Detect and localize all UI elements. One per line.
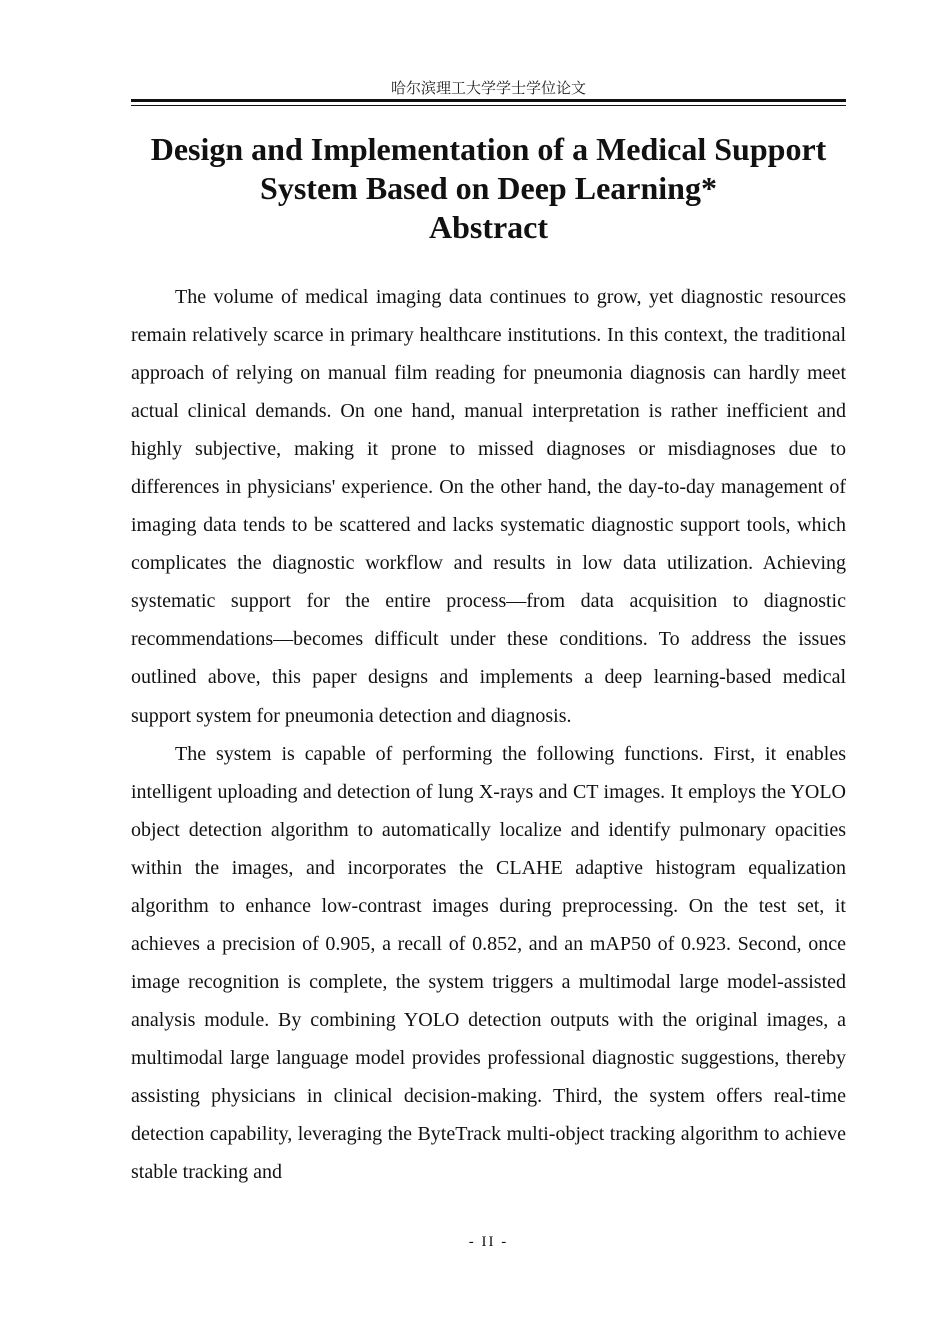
- paper-title-line-1: Design and Implementation of a Medical Support: [150, 131, 827, 167]
- abstract-paragraph-1: The volume of medical imaging data continues to grow, yet diagnostic resources remain relatively scarce in primary healthcare institutions. In this context, the traditional approach of relying on manual film reading for pneumonia diagnosis can hardly meet actual clinical demands. On one hand, manual interpretation is rather inefficient and highly subjective, making it prone to missed diagnoses or misdiagnoses due to differences in physicians' experience. On the other hand, the day-to-day management of imaging data tends to be scattered and lacks systematic diagnostic support tools, which complicates the diagnostic workflow and results in low data utilization. Achieving systematic support for the entire process—from data acquisition to diagnostic recommendations—becomes difficult under these conditions. To address the issues outlined above, this paper designs and implements a deep learning-based medical support system for pneumonia detection and diagnosis.: [131, 286, 846, 727]
- abstract-paragraph-2: The system is capable of performing the following functions. First, it enables intelligent uploading and detection of lung X-rays and CT images. It employs the YOLO object detection algorithm to automatically localize and identify pulmonary opacities within the images, and incorporates the CLAHE adaptive histogram equalization algorithm to enhance low-contrast images during preprocessing. On the test set, it achieves a precision of 0.905, a recall of 0.852, and an mAP50 of 0.923. Second, once image recognition is complete, the system triggers a multimodal large model-assisted analysis module. By combining YOLO detection outputs with the original images, a multimodal large language model provides professional diagnostic suggestions, thereby assisting physicians in clinical decision-making. Third, the system offers real-time detection capability, leveraging the ByteTrack multi-object tracking algorithm to achieve stable tracking and: [131, 742, 846, 1184]
- running-header: 哈尔滨理工大学学士学位论文: [390, 79, 586, 97]
- header-rule-thick: [131, 99, 846, 102]
- paper-title-line-2: System Based on Deep Learning*: [260, 170, 717, 206]
- abstract-heading: Abstract: [428, 209, 549, 245]
- abstract-body: [131, 278, 846, 1191]
- header-rule-thin: [131, 105, 846, 106]
- paper-title: [120, 130, 857, 208]
- page-number: - II -: [468, 1234, 509, 1250]
